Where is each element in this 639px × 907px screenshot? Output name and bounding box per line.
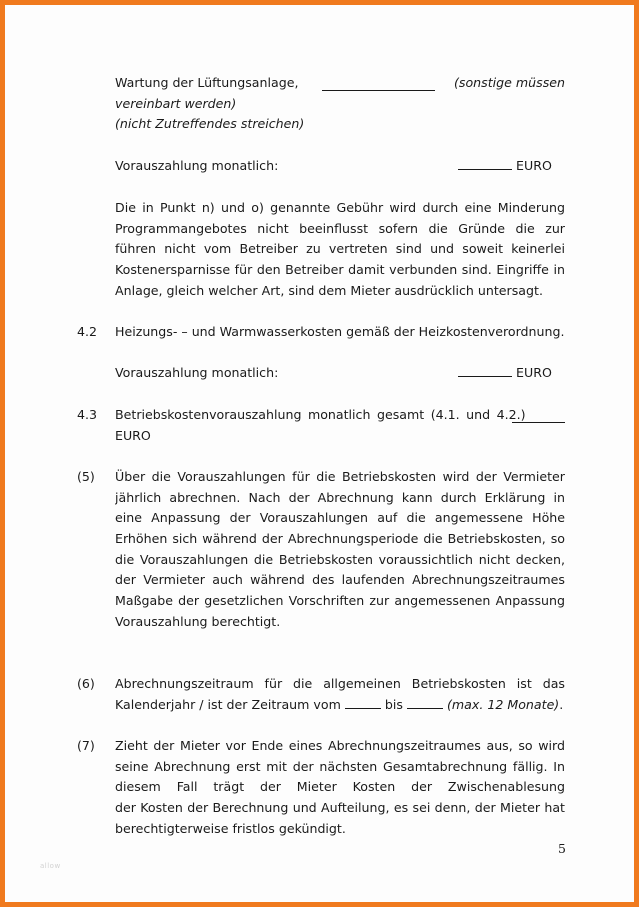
paragraph-line: Maßgabe der gesetzlichen Vorschriften zur angemessenen Anpassung <box>115 593 565 609</box>
paragraph-gebuehr <box>115 198 565 301</box>
wartung-strike-note: (nicht Zutreffendes streichen) <box>115 116 305 132</box>
wartung-label: Wartung der Lüftungsanlage, <box>115 75 299 90</box>
paragraph-line: Zieht der Mieter vor Ende eines Abrechnungszeitraumes aus, so wird <box>115 738 565 753</box>
currency-label: EURO <box>516 158 552 173</box>
section-6 <box>115 674 565 715</box>
paragraph-line: Erhöhen sich während der Abrechnungsperiode die Betriebskosten, so <box>115 531 565 547</box>
paragraph-line: Die in Punkt n) und o) genannte Gebühr wird durch eine Minderung <box>115 200 565 215</box>
section-4-3 <box>115 405 565 446</box>
paragraph-line: seine Abrechnung erst mit der nächsten Gesamtabrechnung fällig. In <box>115 758 565 774</box>
vorauszahlung-label: Vorauszahlung monatlich: <box>115 365 279 380</box>
paragraph-line: der Kosten der Berechnung und Aufteilung, es sei denn, der Mieter hat <box>115 800 565 816</box>
vorauszahlung-label: Vorauszahlung monatlich: <box>115 158 279 173</box>
period-note: (max. 12 Monate) <box>446 696 560 712</box>
currency-label: EURO <box>115 427 151 443</box>
paragraph-line: jährlich abrechnen. Nach der Abrechnung kann durch Erklärung in <box>115 489 565 505</box>
wartung-note-line2: vereinbart werden) <box>115 95 237 111</box>
wartung-block <box>115 73 565 135</box>
amount-blank <box>458 156 512 170</box>
wartung-blank <box>322 77 435 91</box>
period-from-blank <box>345 695 381 709</box>
paragraph-line: die Vorauszahlungen die Betriebskosten voraussichtlich nicht decken, <box>115 551 565 567</box>
paragraph-line: berechtigterweise fristlos gekündigt. <box>115 820 346 836</box>
period-to-blank <box>407 695 443 709</box>
paragraph-line: Über die Vorauszahlungen für die Betriebskosten wird der Vermieter <box>115 469 565 484</box>
section-5 <box>115 467 565 633</box>
section-number: (5) <box>77 469 95 484</box>
period-label: Kalenderjahr / ist der Zeitraum vom <box>115 696 341 712</box>
paragraph-line: der Vermieter auch während des laufenden Abrechnungszeitraumes <box>115 572 565 588</box>
currency-label: EURO <box>516 365 552 380</box>
amount-blank <box>458 363 512 377</box>
paragraph-line: Kostenersparnisse für den Betreiber damit verbunden sind. Eingriffe in <box>115 262 565 278</box>
page-number: 5 <box>558 841 566 856</box>
paragraph-line: führen nicht vom Betreiber zu vertreten sind und soweit keinerlei <box>115 241 565 257</box>
paragraph-line: Programmangebotes nicht beeinflusst sofern die Gründe die zur <box>115 220 565 236</box>
section-number: 4.3 <box>77 407 98 422</box>
section-4-2 <box>115 322 565 343</box>
period-end: . <box>559 696 564 712</box>
period-bis: bis <box>384 696 403 712</box>
section-text: Betriebskostenvorauszahlung monatlich gesamt (4.1. und 4.2.) <box>115 407 526 422</box>
section-number: (6) <box>77 676 95 691</box>
paragraph-line: Vorauszahlung berechtigt. <box>115 613 281 629</box>
paragraph-line: Anlage, gleich welcher Art, sind dem Mieter ausdrücklich untersagt. <box>115 282 543 298</box>
section-number: 4.2 <box>77 324 98 339</box>
wartung-note: (sonstige müssen <box>453 75 565 90</box>
section-7 <box>115 736 565 839</box>
vorauszahlung-row-2 <box>115 363 565 384</box>
total-blank <box>512 409 565 423</box>
paragraph-line: diesem Fall trägt der Mieter Kosten der Zwischenablesung <box>115 779 565 795</box>
vorauszahlung-row-1 <box>115 156 565 177</box>
paragraph-line <box>115 695 565 716</box>
paragraph-line: eine Anpassung der Vorauszahlungen auf die angemessene Höhe <box>115 510 565 526</box>
section-number: (7) <box>77 738 95 753</box>
section-text: Heizungs- – und Warmwasserkosten gemäß der Heizkostenverordnung. <box>115 324 565 339</box>
paragraph-line: Abrechnungszeitraum für die allgemeinen Betriebskosten ist das <box>115 676 565 691</box>
watermark-text: allow <box>40 862 61 870</box>
